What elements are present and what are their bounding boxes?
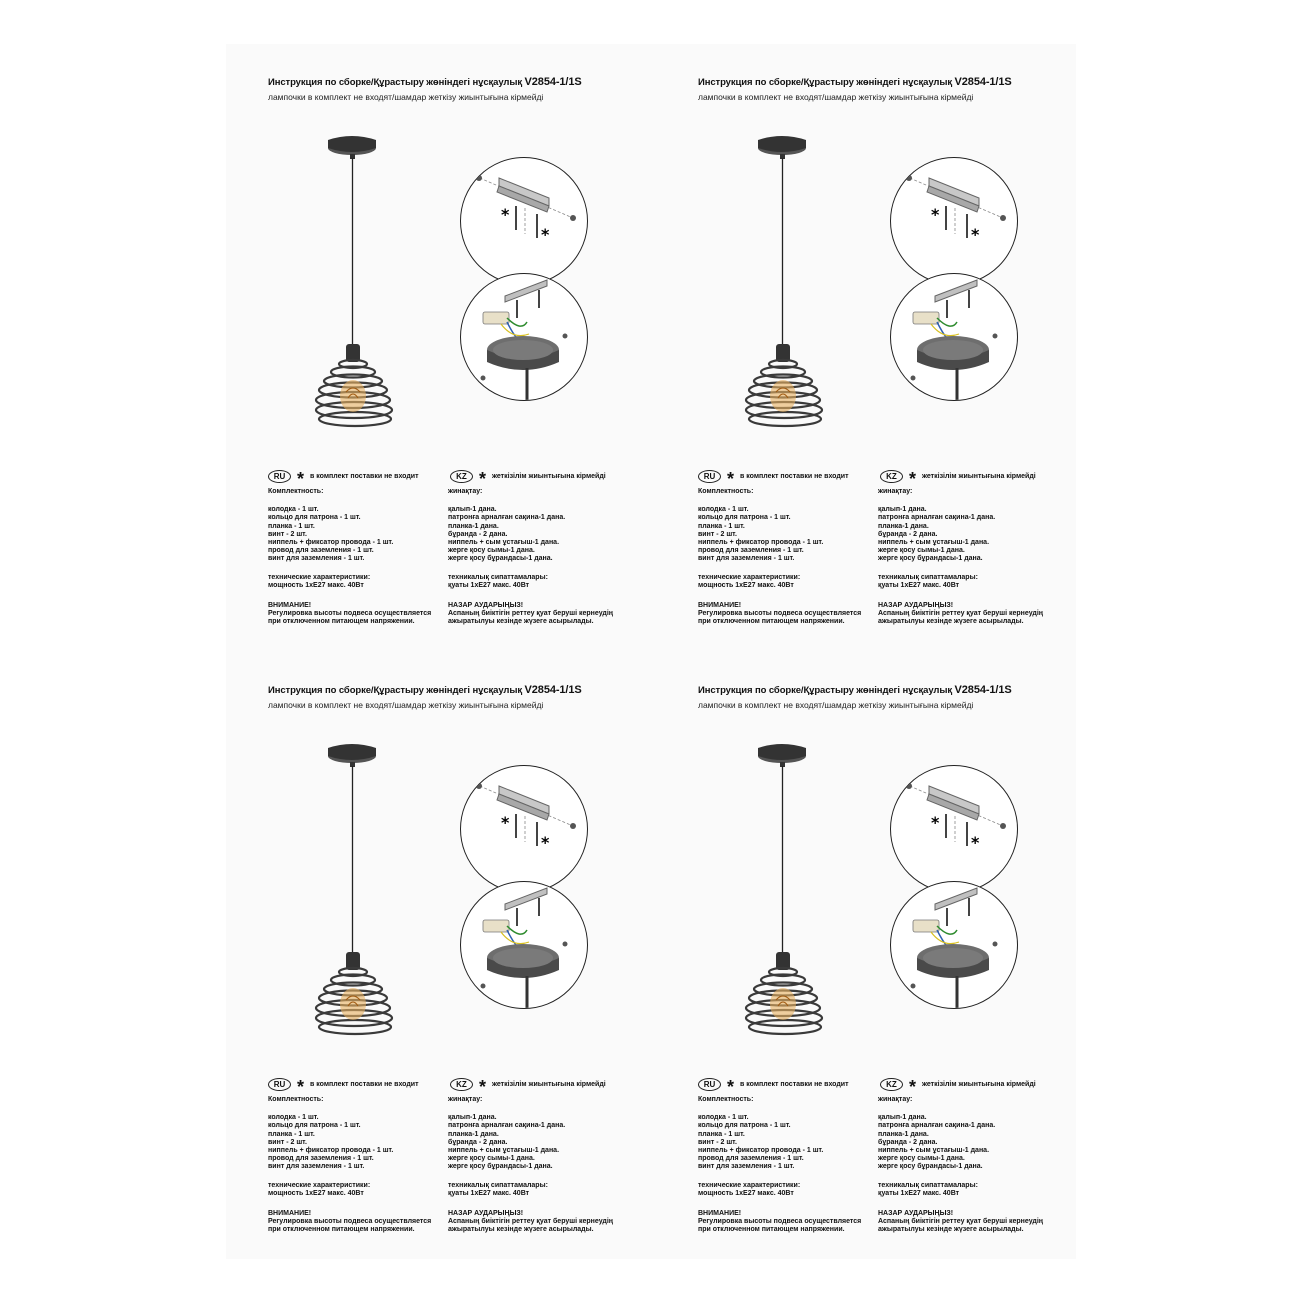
model-number: V2854-1/1S [524,684,582,696]
list-item: винт - 2 шт. [268,530,307,538]
mounting-bracket-diagram [890,157,1018,285]
asterisk-icon: * [909,1077,917,1097]
bracket-screw [1000,215,1006,221]
wiring-diagram [890,881,1018,1009]
spec-heading: технические характеристики: [698,573,801,581]
list-item: винт для заземления - 1 шт. [698,1163,795,1171]
kit-heading: жинақтау: [448,1096,483,1103]
spec-heading: технические характеристики: [698,1181,801,1189]
list-item: ниппель + фиксатор провода - 1 шт. [268,1146,394,1154]
terminal-block [483,920,509,932]
ground-screw [993,942,998,947]
terminal-block [913,920,939,932]
warning-heading: ВНИМАНИЕ! [698,601,742,609]
legend-ru [698,468,849,489]
ground-screw [481,984,486,989]
panel-title [698,76,1012,88]
russian-text-column [698,488,861,627]
ground-screw [481,376,486,381]
ground-wire [501,932,529,944]
list-item: винт для заземления - 1 шт. [268,555,365,563]
language-badge-kz: KZ [880,470,903,483]
legend-text: в комплект поставки не входит [310,472,419,480]
warning-text: Аспаның биіктігін реттеу қуат беруші кернеудің [448,1218,614,1226]
list-item: провод для заземления - 1 шт. [268,547,374,555]
bracket-screw [906,783,912,789]
ground-screw [911,376,916,381]
list-item: колодка - 1 шт. [698,1114,749,1122]
list-item: винт - 2 шт. [698,530,737,538]
list-item: колодка - 1 шт. [698,506,749,514]
list-item: патронға арналған сақина-1 дана. [448,514,566,522]
warning-text: Регулировка высоты подвеса осуществляется [698,610,862,618]
list-item: винт - 2 шт. [698,1138,737,1146]
warning-text: Аспаның биіктігін реттеу қуат беруші кернеудің [878,1218,1044,1226]
panel-title [698,684,1012,696]
kit-list [268,1114,431,1171]
light-bulb [770,380,796,412]
mounting-bracket-diagram [460,765,588,893]
warning-text: ажыратылуы кезінде жүзеге асырылады. [448,1226,594,1234]
bracket-screw [570,215,576,221]
legend-kz [880,468,1036,489]
not-included-star: * [971,833,980,852]
ground-wire [937,926,957,934]
language-badge-ru: RU [698,470,721,483]
warning-heading: НАЗАР АУДАРЫҢЫЗ! [448,1209,524,1217]
list-item: жерге қосу сымы-1 дана. [448,1155,535,1163]
instruction-panel-1 [268,70,668,660]
list-item: планка - 1 шт. [268,522,315,530]
warning-text: ажыратылуы кезінде жүзеге асырылады. [878,1226,1024,1234]
legend-ru [698,1076,849,1097]
warning-text: Аспаның биіктігін реттеу қуат беруші кернеудің [878,610,1044,618]
panel-title [268,684,582,696]
not-included-star: * [501,205,510,224]
spec-value: қуаты 1хE27 макс. 40Вт [878,1189,960,1197]
not-included-star: * [501,813,510,832]
ceiling-canopy [758,136,806,152]
list-item: қалып-1 дана. [878,506,927,514]
kit-list [448,1114,613,1171]
light-bulb [770,988,796,1020]
list-item: кольцо для патрона - 1 шт. [698,1122,791,1130]
instruction-panel-4 [698,678,1098,1268]
language-badge-ru: RU [698,1078,721,1091]
mounting-bracket [935,280,977,302]
list-item: жерге қосу бұрандасы-1 дана. [448,1163,553,1171]
legend-text: в комплект поставки не входит [310,1080,419,1088]
legend-text: жеткізілім жиынтығына кірмейді [922,472,1036,480]
not-included-star: * [931,205,940,224]
list-item: планка-1 дана. [448,522,499,530]
legend-ru [268,1076,419,1097]
ground-wire [931,324,959,336]
wiring-diagram [460,273,588,401]
russian-text-column [268,488,431,627]
light-bulb [340,988,366,1020]
spec-heading: техникалық сипаттамалары: [878,1181,978,1189]
spec-value: мощность 1xE27 макс. 40Вт [698,581,794,589]
list-item: провод для заземления - 1 шт. [698,547,804,555]
spec-value: мощность 1xE27 макс. 40Вт [268,581,364,589]
list-item: жерге қосу сымы-1 дана. [448,547,535,555]
asterisk-icon: * [297,469,305,489]
mounting-bracket-diagram [460,157,588,285]
list-item: патронға арналған сақина-1 дана. [878,1122,996,1130]
kit-heading: жинақтау: [448,488,483,495]
russian-text-column [698,1096,861,1235]
list-item: бұранда - 2 дана. [448,1138,508,1146]
list-item: бұранда - 2 дана. [448,530,508,538]
list-item: ниппель + сым ұстағыш-1 дана. [878,538,990,546]
wiring-diagram [890,273,1018,401]
kit-list [698,1114,861,1171]
warning-text: при отключенном питающем напряжении. [698,1226,845,1234]
ground-wire [507,926,527,934]
light-bulb [340,380,366,412]
not-included-star: * [541,833,550,852]
russian-text-column [268,1096,431,1235]
ground-wire [501,324,529,336]
ceiling-canopy [328,136,376,152]
legend-ru [268,468,419,489]
list-item: винт - 2 шт. [268,1138,307,1146]
kit-heading: жинақтау: [878,488,913,495]
asterisk-icon: * [479,469,487,489]
list-item: колодка - 1 шт. [268,506,319,514]
wiring-diagram [460,881,588,1009]
spec-heading: техникалық сипаттамалары: [448,573,548,581]
spec-heading: технические характеристики: [268,573,371,581]
kit-heading: Комплектность: [698,488,754,495]
list-item: бұранда - 2 дана. [878,530,938,538]
list-item: ниппель + сым ұстағыш-1 дана. [448,1146,560,1154]
mounting-bracket [935,888,977,910]
spec-heading: техникалық сипаттамалары: [448,1181,548,1189]
kazakh-text-column [448,488,613,627]
language-badge-kz: KZ [450,470,473,483]
language-badge-ru: RU [268,470,291,483]
warning-heading: ВНИМАНИЕ! [698,1209,742,1217]
bulbs-not-included-note: лампочки в комплект не входят/шамдар жеткізу жиынтығына кірмейді [698,700,974,710]
bulbs-not-included-note: лампочки в комплект не входят/шамдар жеткізу жиынтығына кірмейді [268,700,544,710]
list-item: жерге қосу сымы-1 дана. [878,1155,965,1163]
ceiling-canopy [328,744,376,760]
list-item: ниппель + сым ұстағыш-1 дана. [878,1146,990,1154]
kazakh-text-column [448,1096,613,1235]
terminal-block [913,312,939,324]
spec-heading: технические характеристики: [268,1181,371,1189]
mounting-bracket [505,280,547,302]
kit-heading: жинақтау: [878,1096,913,1103]
model-number: V2854-1/1S [524,76,582,88]
ground-screw [993,334,998,339]
model-number: V2854-1/1S [954,684,1012,696]
list-item: провод для заземления - 1 шт. [698,1155,804,1163]
list-item: планка - 1 шт. [698,1130,745,1138]
ceiling-canopy [923,340,983,360]
model-number: V2854-1/1S [954,76,1012,88]
pendant-lamp-illustration [310,736,450,1036]
list-item: жерге қосу бұрандасы-1 дана. [878,555,983,563]
list-item: жерге қосу бұрандасы-1 дана. [448,555,553,563]
ceiling-canopy [493,340,553,360]
kit-list [878,506,1043,563]
not-included-star: * [931,813,940,832]
list-item: ниппель + сым ұстағыш-1 дана. [448,538,560,546]
title-text: Инструкция по сборке/Құрастыру жөніндегі нұсқаулық [268,77,522,88]
bracket-screw [906,175,912,181]
language-badge-kz: KZ [880,1078,903,1091]
list-item: патронға арналған сақина-1 дана. [878,514,996,522]
spec-value: қуаты 1хE27 макс. 40Вт [448,1189,530,1197]
warning-text: Аспаның биіктігін реттеу қуат беруші кернеудің [448,610,614,618]
not-included-star: * [971,225,980,244]
legend-text: жеткізілім жиынтығына кірмейді [922,1080,1036,1088]
ground-wire [937,318,957,326]
title-text: Инструкция по сборке/Құрастыру жөніндегі нұсқаулық [698,77,952,88]
legend-text: в комплект поставки не входит [740,472,849,480]
legend-text: жеткізілім жиынтығына кірмейді [492,472,606,480]
list-item: ниппель + фиксатор провода - 1 шт. [268,538,394,546]
list-item: жерге қосу бұрандасы-1 дана. [878,1163,983,1171]
ground-screw [563,942,568,947]
kit-heading: Комплектность: [268,1096,324,1103]
list-item: ниппель + фиксатор провода - 1 шт. [698,538,824,546]
mounting-bracket [505,888,547,910]
warning-text: Регулировка высоты подвеса осуществляется [698,1218,862,1226]
spec-value: мощность 1xE27 макс. 40Вт [698,1189,794,1197]
spec-value: қуаты 1хE27 макс. 40Вт [878,581,960,589]
list-item: қалып-1 дана. [448,1114,497,1122]
instruction-panel-3 [268,678,668,1268]
pendant-lamp-illustration [740,128,880,428]
panel-title [268,76,582,88]
mounting-bracket-diagram [890,765,1018,893]
list-item: планка-1 дана. [878,1130,929,1138]
legend-kz [450,468,606,489]
legend-kz [450,1076,606,1097]
language-badge-ru: RU [268,1078,291,1091]
list-item: кольцо для патрона - 1 шт. [268,514,361,522]
list-item: қалып-1 дана. [448,506,497,514]
list-item: планка - 1 шт. [698,522,745,530]
ceiling-canopy [493,948,553,968]
asterisk-icon: * [727,1077,735,1097]
terminal-block [483,312,509,324]
list-item: патронға арналған сақина-1 дана. [448,1122,566,1130]
ceiling-canopy [923,948,983,968]
kit-list [698,506,861,563]
list-item: планка-1 дана. [878,522,929,530]
warning-heading: НАЗАР АУДАРЫҢЫЗ! [878,1209,954,1217]
warning-text: Регулировка высоты подвеса осуществляется [268,1218,432,1226]
kit-list [448,506,613,563]
warning-text: ажыратылуы кезінде жүзеге асырылады. [878,618,1024,626]
ground-screw [911,984,916,989]
ground-screw [563,334,568,339]
bulbs-not-included-note: лампочки в комплект не входят/шамдар жеткізу жиынтығына кірмейді [268,92,544,102]
asterisk-icon: * [297,1077,305,1097]
warning-heading: ВНИМАНИЕ! [268,601,312,609]
list-item: кольцо для патрона - 1 шт. [698,514,791,522]
spec-heading: техникалық сипаттамалары: [878,573,978,581]
bracket-screw [570,823,576,829]
list-item: планка-1 дана. [448,1130,499,1138]
list-item: провод для заземления - 1 шт. [268,1155,374,1163]
asterisk-icon: * [727,469,735,489]
warning-text: при отключенном питающем напряжении. [268,1226,415,1234]
warning-text: при отключенном питающем напряжении. [268,618,415,626]
warning-text: Регулировка высоты подвеса осуществляется [268,610,432,618]
ground-wire [507,318,527,326]
list-item: кольцо для патрона - 1 шт. [268,1122,361,1130]
kit-list [878,1114,1043,1171]
kit-list [268,506,431,563]
list-item: ниппель + фиксатор провода - 1 шт. [698,1146,824,1154]
legend-text: жеткізілім жиынтығына кірмейді [492,1080,606,1088]
list-item: планка - 1 шт. [268,1130,315,1138]
not-included-star: * [541,225,550,244]
legend-text: в комплект поставки не входит [740,1080,849,1088]
bracket-screw [476,175,482,181]
list-item: винт для заземления - 1 шт. [698,555,795,563]
warning-text: ажыратылуы кезінде жүзеге асырылады. [448,618,594,626]
warning-heading: ВНИМАНИЕ! [268,1209,312,1217]
list-item: қалып-1 дана. [878,1114,927,1122]
kazakh-text-column [878,488,1043,627]
kazakh-text-column [878,1096,1043,1235]
kit-heading: Комплектность: [698,1096,754,1103]
spec-value: мощность 1xE27 макс. 40Вт [268,1189,364,1197]
legend-kz [880,1076,1036,1097]
spec-value: қуаты 1хE27 макс. 40Вт [448,581,530,589]
bulbs-not-included-note: лампочки в комплект не входят/шамдар жеткізу жиынтығына кірмейді [698,92,974,102]
list-item: бұранда - 2 дана. [878,1138,938,1146]
warning-heading: НАЗАР АУДАРЫҢЫЗ! [878,601,954,609]
asterisk-icon: * [909,469,917,489]
pendant-lamp-illustration [740,736,880,1036]
list-item: колодка - 1 шт. [268,1114,319,1122]
bracket-screw [476,783,482,789]
list-item: жерге қосу сымы-1 дана. [878,547,965,555]
list-item: винт для заземления - 1 шт. [268,1163,365,1171]
asterisk-icon: * [479,1077,487,1097]
ground-wire [931,932,959,944]
language-badge-kz: KZ [450,1078,473,1091]
pendant-lamp-illustration [310,128,450,428]
warning-heading: НАЗАР АУДАРЫҢЫЗ! [448,601,524,609]
title-text: Инструкция по сборке/Құрастыру жөніндегі нұсқаулық [698,685,952,696]
bracket-screw [1000,823,1006,829]
instruction-panel-2 [698,70,1098,660]
title-text: Инструкция по сборке/Құрастыру жөніндегі нұсқаулық [268,685,522,696]
warning-text: при отключенном питающем напряжении. [698,618,845,626]
ceiling-canopy [758,744,806,760]
kit-heading: Комплектность: [268,488,324,495]
